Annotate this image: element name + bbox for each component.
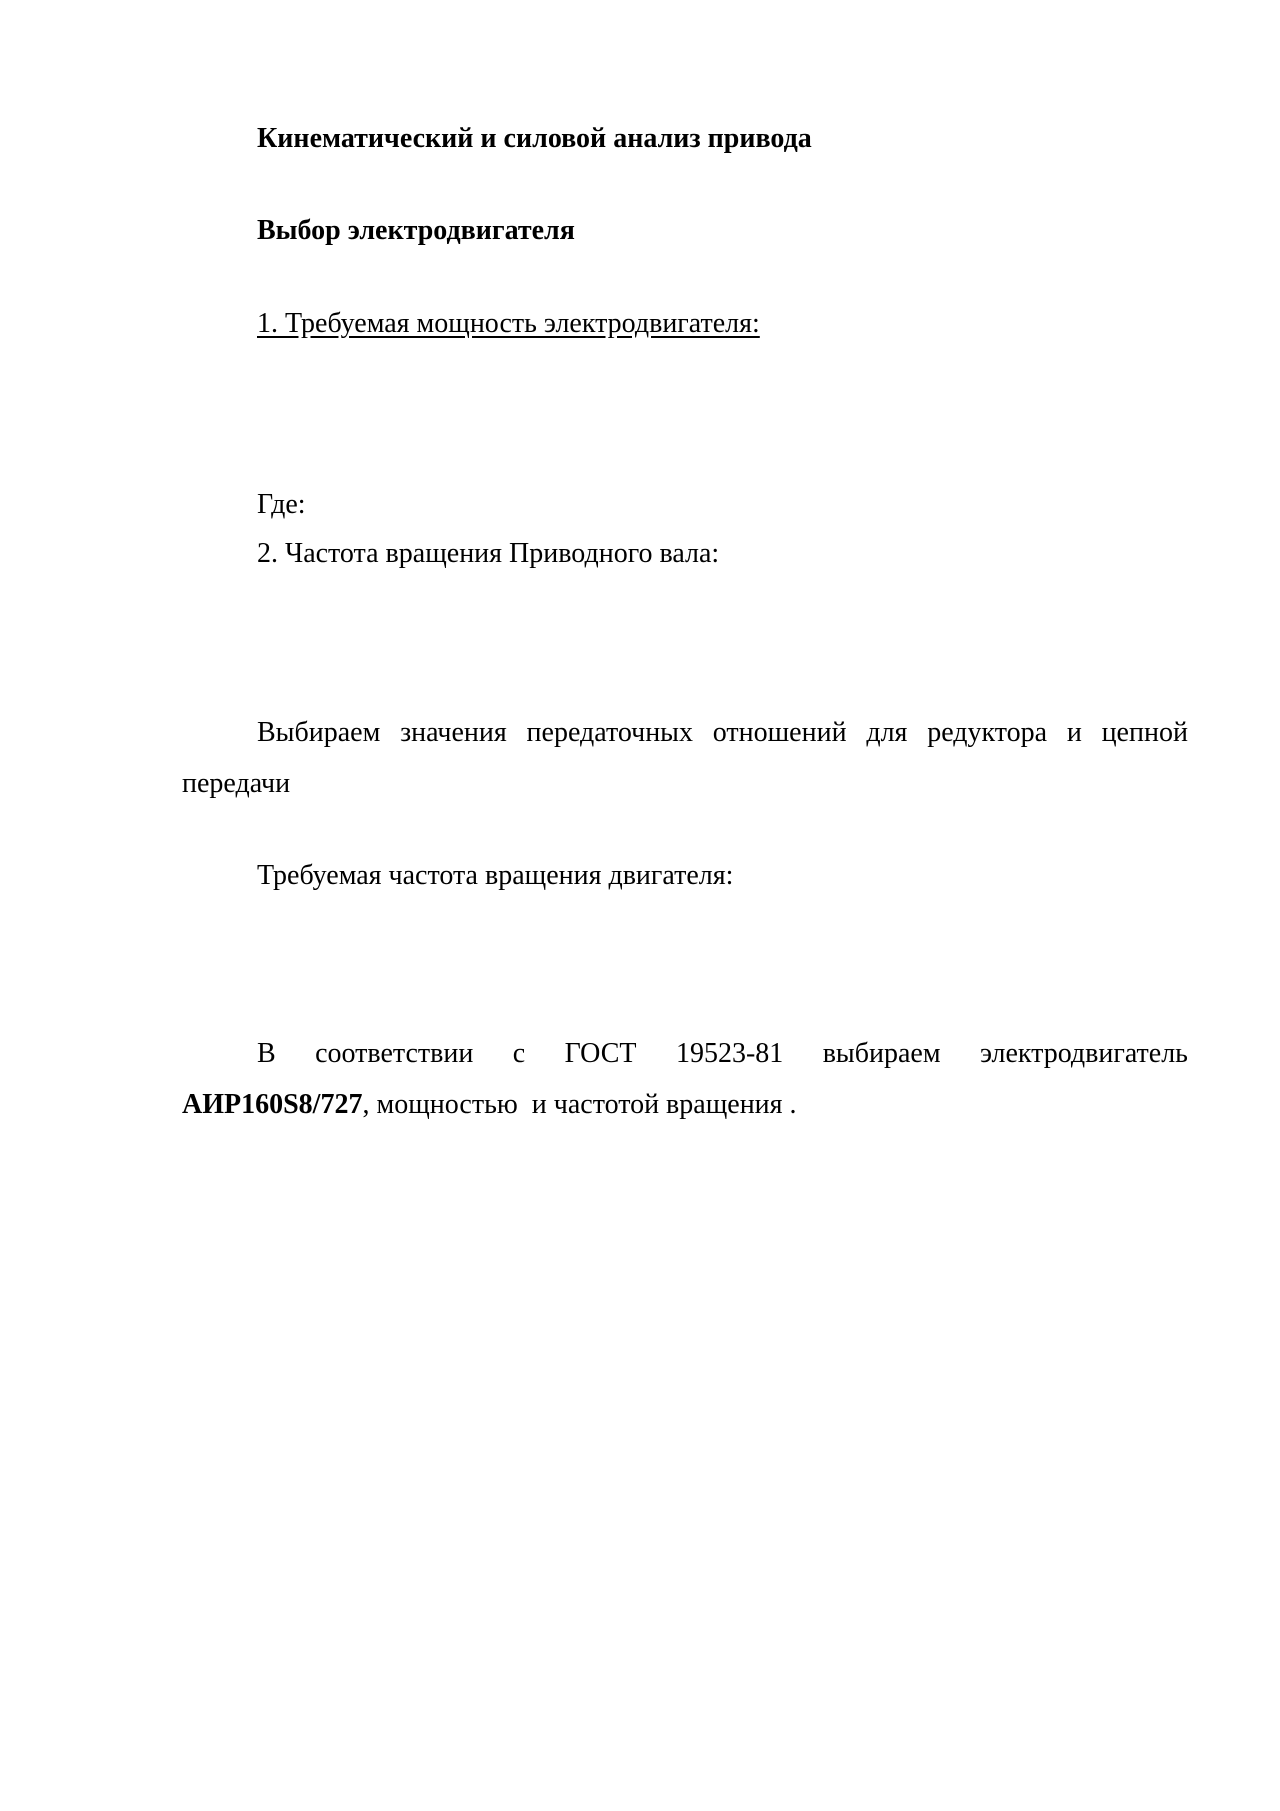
item-required-power: 1. Требуемая мощность электродвигателя: [257, 308, 760, 339]
motor-paragraph-rest: , мощностью и частотой вращения . [362, 1089, 797, 1120]
word: электродвигатель [979, 1038, 1188, 1069]
required-motor-frequency: Требуемая частота вращения двигателя: [257, 860, 734, 891]
motor-paragraph-line2 [182, 1088, 797, 1122]
word: цепной [1101, 717, 1188, 748]
motor-model: АИР160S8/727 [182, 1089, 363, 1120]
word: редуктора [927, 717, 1048, 748]
word: Выбираем [257, 717, 381, 748]
word: с [512, 1038, 526, 1069]
motor-paragraph-line1 [257, 1037, 1188, 1071]
word: значения [400, 717, 507, 748]
ratios-paragraph-line1 [257, 716, 1188, 750]
heading-main: Кинематический и силовой анализ привода [257, 123, 812, 154]
word: и [1066, 717, 1082, 748]
word: отношений [712, 717, 847, 748]
word: В [257, 1038, 276, 1069]
word: для [866, 717, 908, 748]
ratios-paragraph-line2: передачи [182, 768, 291, 799]
heading-motor-selection: Выбор электродвигателя [257, 215, 575, 246]
word: соответствии [315, 1038, 474, 1069]
word: ГОСТ [564, 1038, 637, 1069]
item-drive-shaft-frequency: 2. Частота вращения Приводного вала: [257, 538, 720, 569]
where-label: Где: [257, 489, 306, 520]
word: 19523-81 [675, 1038, 784, 1069]
word: передаточных [526, 717, 693, 748]
word: выбираем [822, 1038, 941, 1069]
